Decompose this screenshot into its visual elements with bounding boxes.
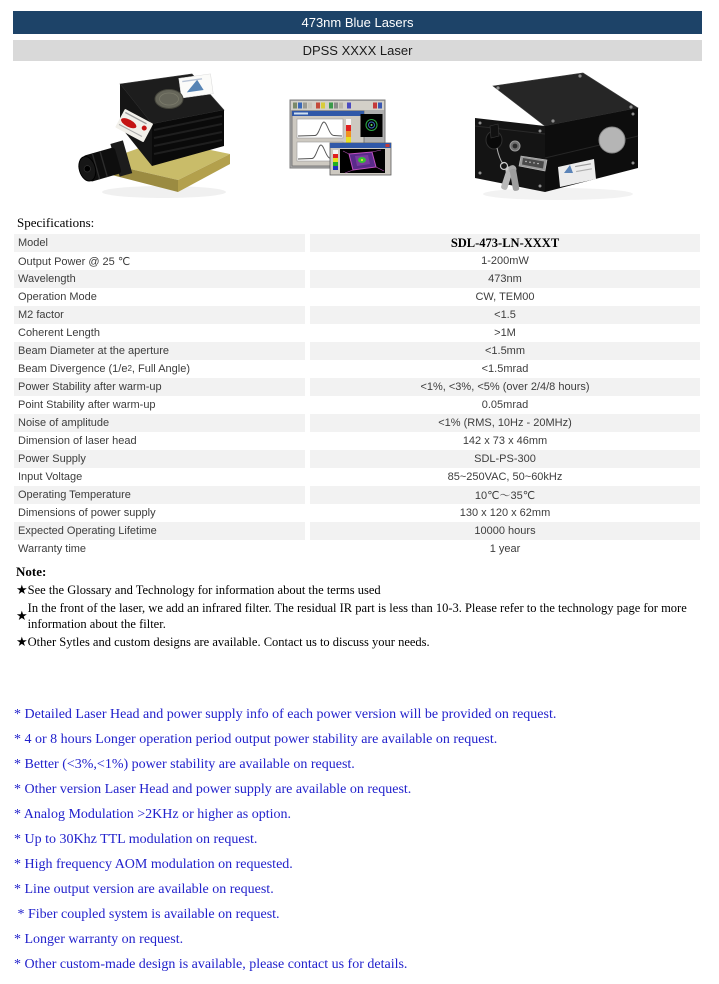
- beam-profiler-software-photo: [289, 94, 392, 176]
- spec-label: M2 factor: [14, 306, 305, 324]
- spec-label: Point Stability after warm-up: [18, 399, 156, 411]
- note-text: Other Sytles and custom designs are available. Contact us to discuss your needs.: [27, 635, 430, 649]
- request-note: * Longer warranty on request.: [14, 932, 184, 947]
- spec-row: [14, 504, 700, 522]
- spec-row: [14, 450, 700, 468]
- note-item: [14, 600, 702, 632]
- spec-label: Beam Divergence (1/e 2 , Full Angle): [18, 363, 190, 375]
- spec-label: Power Supply: [14, 450, 305, 468]
- star-icon: ★: [16, 634, 28, 649]
- spec-label: Expected Operating Lifetime: [14, 522, 305, 540]
- lens-barrel: [76, 140, 132, 186]
- spec-value: <1% (RMS, 10Hz - 20MHz): [310, 414, 700, 432]
- spec-label: Noise of amplitude: [14, 414, 305, 432]
- spec-value: CW, TEM00: [475, 291, 535, 303]
- spec-row: [14, 414, 700, 432]
- spec-value: <1.5mm: [310, 342, 700, 360]
- specifications-heading: Specifications:: [17, 215, 95, 230]
- spec-label: Warranty time: [18, 543, 87, 555]
- request-note: * Other custom-made design is available, please contact us for details.: [14, 957, 408, 972]
- spec-value: >1M: [494, 327, 516, 339]
- request-note: * Better (<3%,<1%) power stability are available on request.: [14, 757, 355, 772]
- spec-label: Wavelength: [14, 270, 305, 288]
- spec-value: 1 year: [489, 543, 521, 555]
- side-badge: [599, 127, 625, 153]
- spec-value: <1%, <3%, <5% (over 2/4/8 hours): [310, 378, 700, 396]
- round-connector: [510, 141, 520, 151]
- laser-head-photo: [76, 68, 236, 206]
- spec-label: Dimension of laser head: [18, 435, 137, 447]
- spec-row: [14, 360, 700, 378]
- spec-row: [14, 378, 700, 396]
- spec-label: Model: [14, 234, 305, 252]
- spec-row: [14, 522, 700, 540]
- spec-table: [14, 234, 700, 558]
- spec-label: Input Voltage: [18, 471, 83, 483]
- spec-value: 10℃～35℃: [310, 486, 700, 504]
- spec-row: [14, 468, 700, 486]
- spec-row: [14, 288, 700, 306]
- spec-row: [14, 270, 700, 288]
- spec-label: Beam Diameter at the aperture: [14, 342, 305, 360]
- spec-value: <1.5mrad: [481, 363, 529, 375]
- spec-label: Dimensions of power supply: [18, 507, 156, 519]
- spec-label: Operating Temperature: [14, 486, 305, 504]
- request-note: * 4 or 8 hours Longer operation period output power stability are available on request.: [14, 732, 498, 747]
- request-note: * Detailed Laser Head and power supply info of each power version will be provided on request.: [14, 707, 557, 722]
- power-supply-photo: [463, 66, 644, 207]
- spec-row: [14, 252, 700, 270]
- top-label: [179, 74, 213, 98]
- note-item: [14, 582, 702, 598]
- spec-value: 0.05mrad: [481, 399, 529, 411]
- request-note: * Fiber coupled system is available on request.: [14, 907, 280, 922]
- request-note: * Line output version are available on request.: [14, 882, 274, 897]
- spec-value: 10000 hours: [310, 522, 700, 540]
- spec-label: Power Stability after warm-up: [14, 378, 305, 396]
- spec-value: 1-200mW: [481, 255, 529, 267]
- spec-label: Output Power @ 25 ℃: [18, 255, 131, 268]
- request-note: * Up to 30Khz TTL modulation on request.: [14, 832, 258, 847]
- beam-profile-2d: [361, 114, 383, 137]
- beam-profile-3d-window: [330, 143, 391, 175]
- spec-value: 142 x 73 x 46mm: [462, 435, 548, 447]
- spec-row: [14, 324, 700, 342]
- request-note: * Analog Modulation >2KHz or higher as option.: [14, 807, 291, 822]
- note-heading: Note:: [16, 564, 47, 579]
- spec-row: [14, 540, 700, 558]
- spec-row: [14, 234, 700, 252]
- page-subtitle: DPSS XXXX Laser: [302, 43, 413, 58]
- spec-value: <1.5: [310, 306, 700, 324]
- spec-row: [14, 396, 700, 414]
- spec-value: 473nm: [310, 270, 700, 288]
- spec-row: [14, 432, 700, 450]
- spec-value: 85~250VAC, 50~60kHz: [447, 471, 563, 483]
- spec-row: [14, 342, 700, 360]
- spec-row: [14, 306, 700, 324]
- request-note: * Other version Laser Head and power supply are available on request.: [14, 782, 412, 797]
- spec-label: Operation Mode: [18, 291, 97, 303]
- request-note: * High frequency AOM modulation on requested.: [14, 857, 293, 872]
- note-item: [14, 634, 702, 650]
- spec-value: 130 x 120 x 62mm: [459, 507, 551, 519]
- page-title: 473nm Blue Lasers: [301, 15, 414, 30]
- intensity-plot-top: [297, 119, 343, 138]
- specifications-section: [14, 214, 702, 650]
- note-text: See the Glossary and Technology for information about the terms used: [27, 583, 381, 597]
- spec-row: [14, 486, 700, 504]
- spec-label: Coherent Length: [18, 327, 100, 339]
- page-subtitle-bar: [13, 40, 702, 61]
- star-icon: ★: [16, 608, 28, 623]
- spec-value: SDL-PS-300: [310, 450, 700, 468]
- star-icon: ★: [16, 582, 28, 597]
- request-notes-list: [14, 702, 714, 977]
- note-text: In the front of the laser, we add an infrared filter. The residual IR part is less than 10-3. Please refer to the technology page for more information about the filter.: [27, 601, 687, 631]
- spec-value: SDL-473-LN-XXXT: [310, 234, 700, 252]
- page-title-bar: [13, 11, 702, 34]
